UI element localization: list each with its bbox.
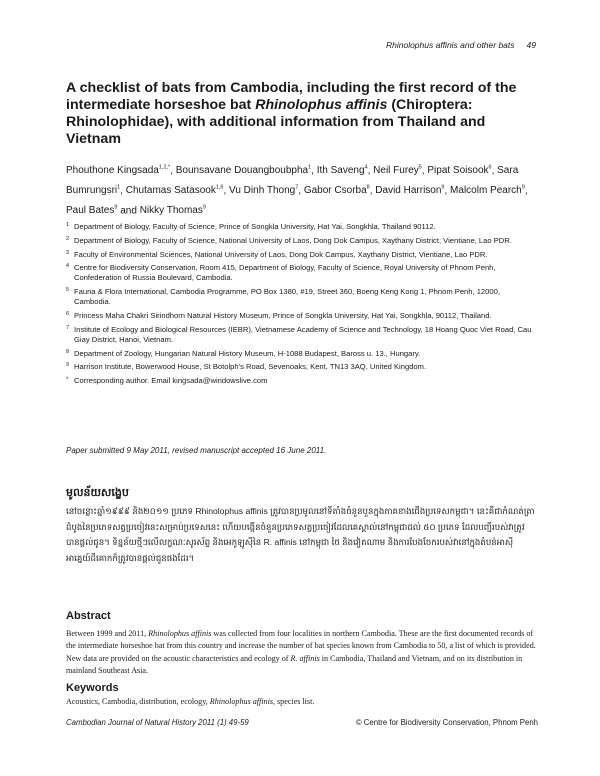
affiliation-text: Faculty of Environmental Sciences, National University of Laos, Dong Dok Campus, Xaythany District, Vientiane, Lao PDR. <box>74 249 488 259</box>
affiliation-text: Department of Biology, Faculty of Science, Prince of Songkla University, Hat Yai, Songkhla, Thailand 90112. <box>74 222 436 231</box>
author-name: Pipat Soisook <box>427 165 489 177</box>
affiliation-item <box>66 287 536 307</box>
keywords-italic: Rhinolophus affinis <box>209 697 273 706</box>
author-affiliation-marker: 9 <box>114 204 118 211</box>
author <box>304 185 370 196</box>
author-name: David Harrison <box>375 185 442 197</box>
abstract-text-2: was collected from four localities in northern Cambodia. These are the first documented records of the intermediate horseshoe bat from this country and increase the number of bat species known from Cambodia to 50, a list of which is provided. New data are provided on the acoustic characteristics and ecology of <box>66 629 536 663</box>
affiliation-item <box>66 222 536 232</box>
author-affiliation-marker: 1 <box>308 165 312 171</box>
copyright-notice: © Centre for Biodiversity Conservation, Phnom Penh <box>355 718 538 727</box>
author-name: Ith Saveng <box>316 165 365 177</box>
affiliation-number: 9 <box>66 362 70 369</box>
affiliation-text: Princess Maha Chakri Sirindhorn Natural History Museum, Prince of Songkla University, Hat Yai, Songkhla, 90112, Thailand. <box>74 310 492 320</box>
journal-citation: Cambodian Journal of Natural History 2011 (1) 49-59 <box>66 718 249 727</box>
khmer-abstract-heading: មូលន័យសង្ខេប <box>66 487 129 499</box>
author-name: Nikky Thomas <box>139 204 203 216</box>
khmer-abstract-body: នៅចន្លោះឆ្នាំ១៩៩៩ និង២០១១ ប្រភេទ Rhinolophus affinis ត្រូវបានប្រមូលនៅទីតាំងចំនួនបួនក្នុងភាគខាងជើងប្រទេសកម្ពុជា។ នេះគឺជាកំណត់ត្រាដំបូងនៃប្រភេទសត្វប្រចៀវនេះសម្រាប់ប្រទេសនេះ ហើយបង្កើនចំនួនប្រភេទសត្វប្រចៀវដែលគេស្គាល់នៅកម្ពុជាដល់ ៥០ ប្រភេទ ដែលបញ្ជីរបស់វាត្រូវបានផ្តល់ជូន។ ទិន្នន័យថ្មីៗលើលក្ខណៈសូរស័ព្ទ និងអេកូឡូស៊ីនៃ R. affinis នៅកម្ពុជា ថៃ និងវៀតណាម និងការបែងចែករបស់វានៅក្នុងតំបន់អាស៊ីអាគ្នេយ៍ដីគោកក៏ត្រូវបានផ្តល់ជូនផងដែរ។ <box>66 506 535 563</box>
author <box>317 165 368 176</box>
affiliation-item <box>66 236 536 246</box>
keywords-text-2: , species list. <box>272 697 315 706</box>
affiliation-number: 1 <box>66 222 70 228</box>
author-name: Phouthone Kingsada <box>66 165 159 177</box>
author <box>66 205 117 216</box>
author-name: Vu Dinh Thong <box>229 185 296 197</box>
affiliation-item <box>66 311 536 321</box>
affiliation-number: 3 <box>66 249 70 256</box>
affiliation-item <box>66 250 536 260</box>
author <box>373 165 422 176</box>
affiliation-item <box>66 325 536 345</box>
abstract-text-1: Between 1999 and 2011, <box>66 629 149 638</box>
affiliation-list <box>66 222 536 386</box>
submission-note: Paper submitted 9 May 2011, revised manuscript accepted 16 June 2011. <box>66 446 327 455</box>
author-name: Gabor Csorba <box>303 185 367 197</box>
author-name: Chutamas Satasook <box>125 185 216 197</box>
author <box>176 165 311 176</box>
author-name: Paul Bates <box>66 204 115 216</box>
author-name: Sara Bumrungsri <box>66 165 519 197</box>
abstract-italic-2: R. affinis <box>290 653 320 663</box>
author-affiliation-marker: 9 <box>441 184 445 191</box>
author-name: Neil Furey <box>373 165 419 177</box>
affiliation-text: Institute of Ecology and Biological Resources (IEBR), Vietnamese Academy of Science and Technology, 18 Hoang Quoc Viet Road, Cau Giay District, Hanoi, Vietnam. <box>74 324 532 344</box>
author <box>229 185 298 196</box>
author-name: Bounsavane Douangboubpha <box>175 165 309 177</box>
affiliation-text: Fauna & Flora International, Cambodia Programme, PO Box 1380, #19, Street 360, Boeng Keng Kong 1, Phnom Penh, 12000, Cambodia. <box>74 287 500 307</box>
title-part-2: (Chiroptera: Rhinolophidae), with additional information from Thailand and Vietnam <box>66 97 486 147</box>
abstract-italic-1: Rhinolophus affinis <box>148 629 212 638</box>
affiliation-text: Harrison Institute, Bowerwood House, St Botolph's Road, Sevenoaks, Kent, TN13 3AQ, United Kingdom. <box>74 362 427 372</box>
keywords-text-1: Acoustics, Cambodia, distribution, ecology, <box>66 697 210 706</box>
corresponding-text: Corresponding author. Email kingsada@windowslive.com <box>74 376 268 386</box>
abstract-heading: Abstract <box>66 610 111 622</box>
author <box>126 185 224 196</box>
author-affiliation-marker: 1 <box>117 184 121 191</box>
abstract-text-3: in Cambodia, Thailand and Vietnam, and on its distribution in mainland Southeast Asia. <box>66 653 523 675</box>
running-title-rest: and other bats <box>457 40 515 50</box>
affiliation-number: 5 <box>66 287 70 294</box>
running-title-italic: Rhinolophus affinis <box>385 40 458 50</box>
author-affiliation-marker: 5 <box>418 165 422 171</box>
article-title <box>66 80 536 148</box>
affiliation-text: Department of Zoology, Hungarian Natural History Museum, H-1088 Budapest, Baross u. 13., Hungary. <box>74 348 421 358</box>
author <box>140 205 206 216</box>
author-affiliation-marker: 8 <box>366 184 370 191</box>
author-affiliation-marker: 6 <box>488 165 492 171</box>
affiliation-number: 2 <box>66 235 70 242</box>
abstract-body <box>66 628 538 677</box>
running-header <box>386 40 536 50</box>
author <box>427 165 491 176</box>
author-affiliation-marker: 1,2,* <box>158 165 171 171</box>
asterisk-marker: * <box>66 377 69 384</box>
author <box>375 185 444 196</box>
affiliation-number: 4 <box>66 263 70 270</box>
author-affiliation-marker: 1,6 <box>215 184 224 191</box>
author <box>450 185 525 196</box>
affiliation-text: Department of Biology, Faculty of Science, National University of Laos, Dong Dok Campus, Xaythany District, Vientiane, Lao PDR. <box>74 235 512 245</box>
affiliation-number: 8 <box>66 348 70 355</box>
affiliation-item <box>66 263 536 283</box>
author-affiliation-marker: 7 <box>295 184 299 191</box>
affiliation-item <box>66 349 536 359</box>
keywords-body <box>66 697 314 706</box>
title-italic-species: Rhinolophus affinis <box>255 97 388 113</box>
affiliation-number: 7 <box>66 324 70 331</box>
corresponding-author <box>66 376 536 386</box>
affiliation-text: Centre for Biodiversity Conservation, Room 415, Department of Biology, Faculty of Science, Royal University of Phnom Penh, Confederation of Russia Boulevard, Cambodia. <box>74 263 496 283</box>
author-affiliation-marker: 9 <box>202 204 206 211</box>
author-affiliation-marker: 9 <box>521 184 525 191</box>
keywords-heading: Keywords <box>66 682 119 694</box>
author <box>66 165 170 176</box>
page-number: 49 <box>526 40 536 50</box>
affiliation-number: 6 <box>66 310 70 317</box>
author-list: Phouthone Kingsada$^{1,2,*}$, Bounsavane Douangboubpha$^1$, Ith Saveng$^4$, Neil Furey$^5$, Pipat Soisook$^6$, Sara Bumrungsri$^1$, Chutamas Satasook$^{1,6}$, Vu Dinh Thong$^7$, Gabor Csorba$^8$, David Harrison$^9$, Malcolm Pearch$^9$, Paul Bates$^9$ and Nikky Thomas$^9$ <box>66 165 528 216</box>
affiliation-item <box>66 362 536 372</box>
author-affiliation-marker: 4 <box>364 165 368 171</box>
author-name: Malcolm Pearch <box>450 185 522 197</box>
title-part-1: A checklist of bats from Cambodia, including the first record of the intermediate horseshoe bat <box>66 80 517 113</box>
